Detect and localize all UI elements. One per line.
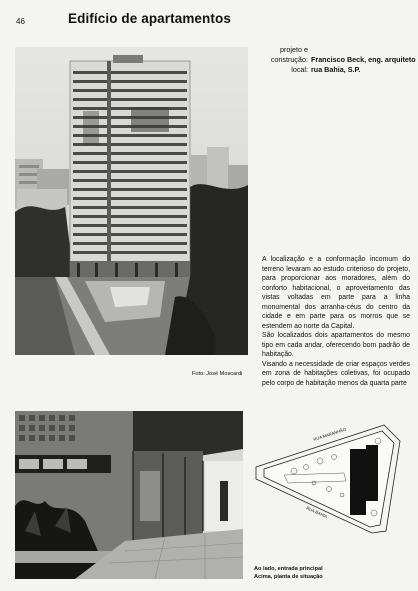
building-photo-drawing	[15, 47, 248, 355]
credit-label: projeto e	[280, 45, 308, 54]
building-photo	[15, 47, 248, 355]
body-paragraph: São localizados dois apartamentos do mesmo tipo em cada andar, oferecendo bom padrão de habitação.	[262, 332, 410, 358]
page-title: Edifício de apartamentos	[68, 11, 231, 26]
credit-row	[264, 65, 416, 75]
photo-credit: Foto: José Moscardi	[192, 371, 243, 377]
caption-line: Acima, planta de situação	[254, 573, 323, 580]
project-credits	[264, 45, 416, 75]
credit-label: construção:	[270, 55, 308, 64]
credit-value: Francisco Beck, eng. arquiteto	[311, 55, 416, 64]
site-plan-drawing	[254, 423, 402, 535]
credit-row	[264, 55, 416, 65]
figure-caption	[254, 566, 323, 581]
body-paragraph: Visando a necessidade de criar espaços verdes em zona de habitações coletivas, foi ocupado pelo corpo de habitação menos da quarta parte	[262, 360, 410, 387]
caption-line: Ao lado, entrada principal	[254, 566, 323, 572]
credit-row	[264, 45, 416, 55]
entrance-photo	[15, 411, 243, 579]
street-label-bottom: RUA BAHIA	[305, 505, 329, 520]
credit-value: rua Bahia, S.P.	[311, 65, 361, 74]
body-paragraph: A localização e a conformação incomum do terreno levaram ao estudo criterioso do projeto, para proporcionar aos moradores, além do conforto habitacional, o aproveitamento das vistas voltadas em parte para a linha monumental dos arranha-céus do centro da cidade e em parte para os morros que se estendem ao norte da Capital.	[262, 256, 410, 330]
article-body	[262, 255, 410, 388]
entrance-photo-drawing	[15, 411, 243, 579]
credit-label: local:	[291, 65, 308, 74]
site-plan	[254, 423, 402, 535]
street-label-top: RUA MARANHÃO	[312, 426, 347, 442]
page-number: 46	[16, 17, 25, 26]
